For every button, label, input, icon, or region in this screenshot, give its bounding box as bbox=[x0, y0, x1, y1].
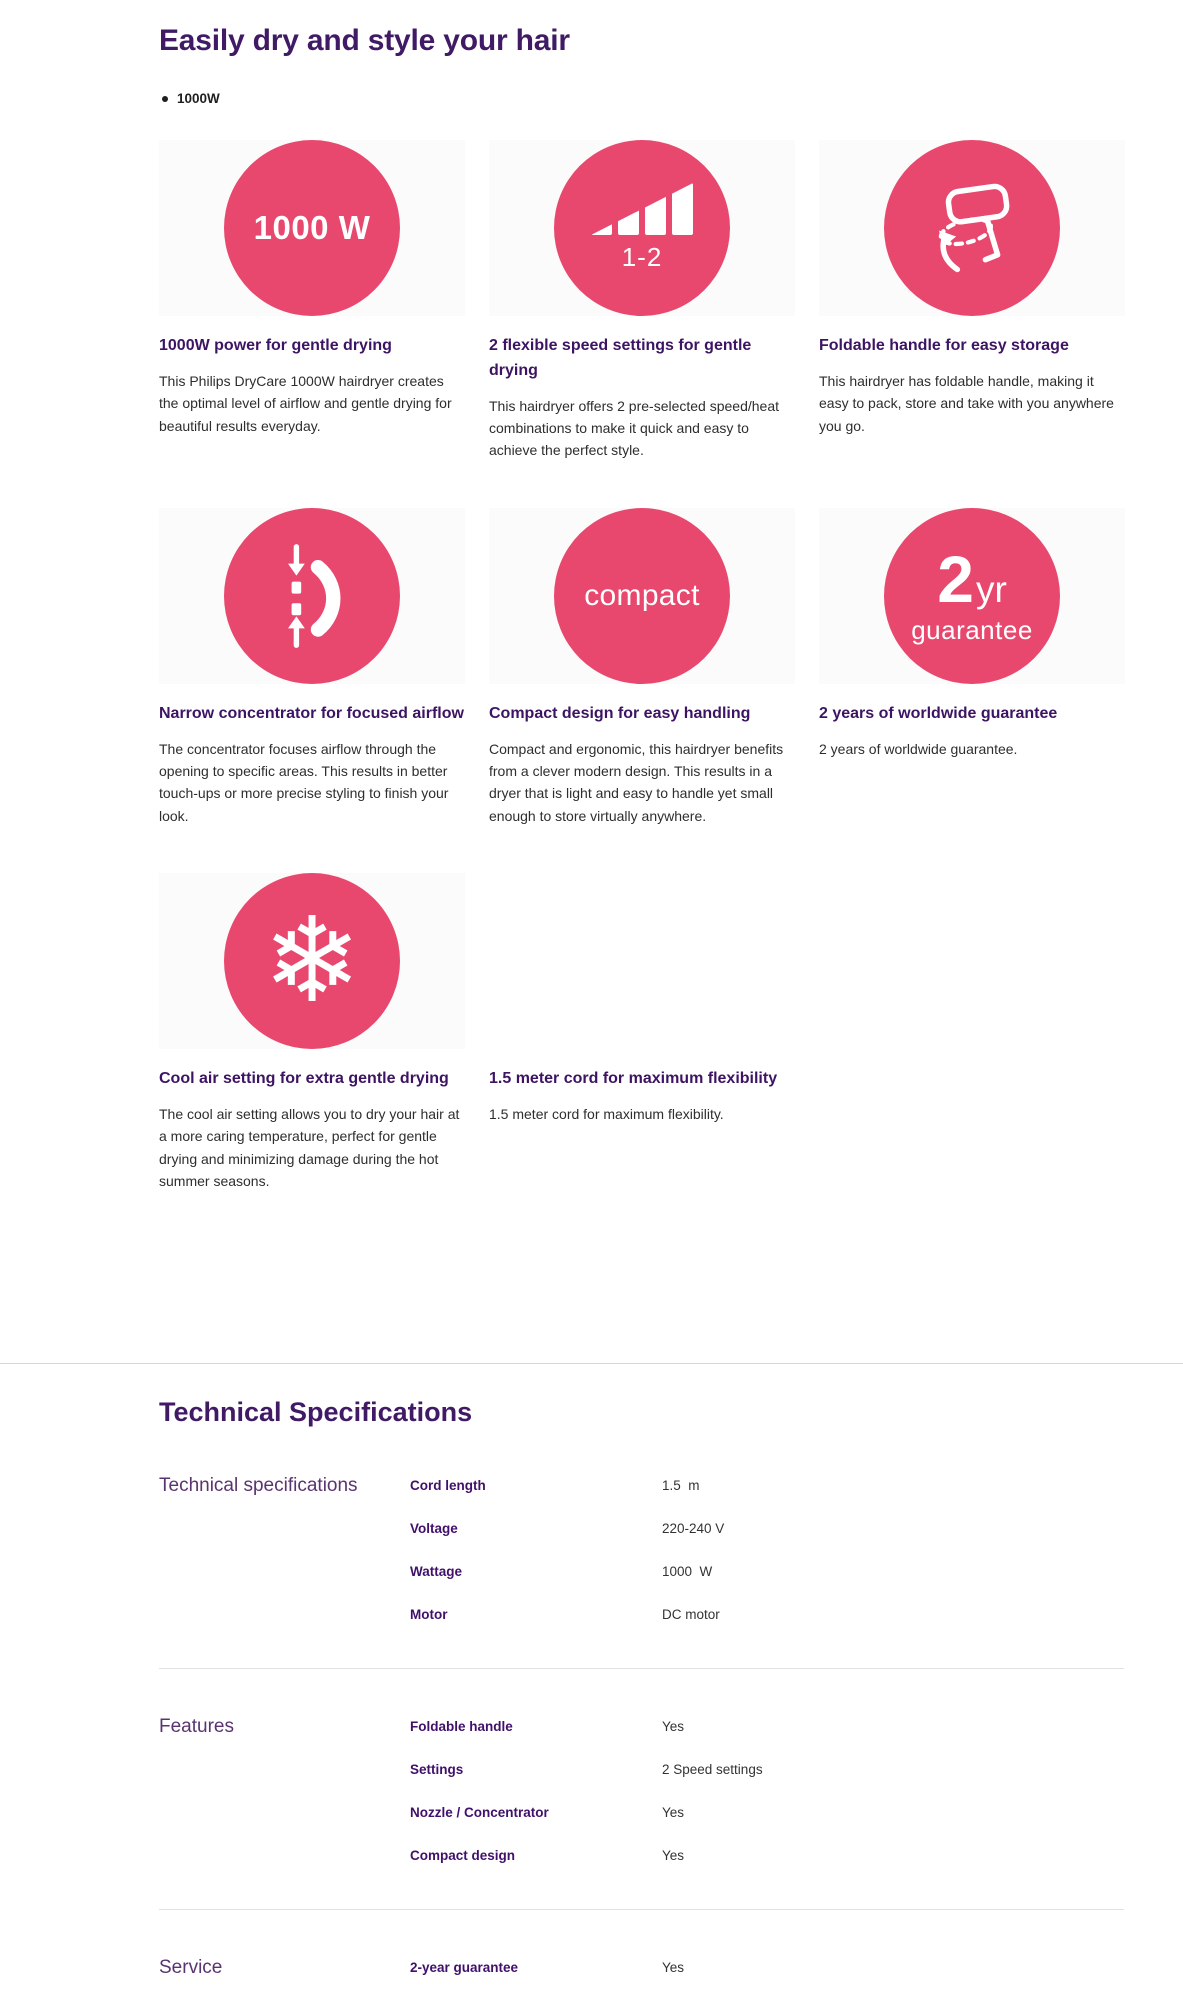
compact-badge-text: compact bbox=[584, 578, 700, 612]
feature-tile-foldable-handle bbox=[819, 140, 1125, 462]
guarantee-badge-icon bbox=[884, 508, 1060, 684]
spec-label: Cord length bbox=[410, 1478, 486, 1493]
feature-image bbox=[489, 140, 795, 316]
spec-group-label: Technical specifications bbox=[159, 1475, 358, 1496]
foldable-hairdryer-icon bbox=[884, 140, 1060, 316]
hairdryer-fold-icon bbox=[911, 167, 1033, 289]
spec-group-features bbox=[159, 1668, 1124, 1909]
feature-tile-speed-settings bbox=[489, 140, 795, 462]
feature-title: 1000W power for gentle drying bbox=[159, 337, 392, 354]
spec-value: 1.5 m bbox=[662, 1478, 700, 1493]
spec-value: 2 Speed settings bbox=[662, 1762, 763, 1777]
snowflake-badge bbox=[224, 873, 400, 1049]
spec-group-label: Service bbox=[159, 1957, 223, 1978]
feature-description: This hairdryer has foldable handle, making it easy to pack, store and take with you anywhere you go. bbox=[819, 372, 1114, 434]
feature-tile-concentrator bbox=[159, 508, 465, 827]
feature-description: 1.5 meter cord for maximum flexibility. bbox=[489, 1105, 724, 1122]
spec-value: Yes bbox=[662, 1719, 685, 1734]
feature-image bbox=[159, 508, 465, 684]
spec-value: Yes bbox=[662, 1960, 685, 1975]
feature-description: 2 years of worldwide guarantee. bbox=[819, 740, 1018, 757]
guarantee-years-unit: yr bbox=[975, 568, 1007, 610]
spec-group-service bbox=[159, 1909, 1124, 2009]
feature-tile-cord bbox=[489, 873, 795, 1192]
spec-value: DC motor bbox=[662, 1607, 720, 1622]
feature-image-empty bbox=[489, 873, 795, 1049]
speed-bars-icon bbox=[554, 140, 730, 316]
spec-value: 1000 W bbox=[662, 1564, 713, 1579]
concentrator-airflow-icon bbox=[252, 536, 372, 656]
spec-label: Compact design bbox=[410, 1848, 516, 1863]
feature-image bbox=[489, 508, 795, 684]
narrow-concentrator-icon bbox=[224, 508, 400, 684]
spec-rows bbox=[410, 1716, 1124, 1867]
feature-image bbox=[159, 140, 465, 316]
feature-title: 1.5 meter cord for maximum flexibility bbox=[489, 1070, 778, 1088]
feature-description: The cool air setting allows you to dry your hair at a more caring temperature, perfect for gentle drying and minimizing damage during the hot summer seasons. bbox=[159, 1105, 460, 1190]
feature-image bbox=[159, 873, 465, 1049]
bullet-label: 1000W bbox=[177, 91, 220, 106]
feature-title: Narrow concentrator for focused airflow bbox=[159, 704, 464, 722]
feature-image bbox=[819, 508, 1125, 684]
spec-label: Wattage bbox=[410, 1564, 463, 1579]
compact-badge-icon bbox=[554, 508, 730, 684]
spec-rows bbox=[410, 1957, 1124, 1979]
feature-title: 2 flexible speed settings for gentle drying bbox=[489, 337, 752, 379]
tech-specs-title: Technical Specifications bbox=[159, 1397, 473, 1427]
feature-description: This hairdryer offers 2 pre-selected speed/heat combinations to make it quick and easy to achieve the perfect style. bbox=[489, 397, 780, 459]
spec-label: Foldable handle bbox=[410, 1719, 513, 1734]
snowflake-icon: ❄ bbox=[262, 895, 362, 1028]
spec-label: 2-year guarantee bbox=[410, 1960, 519, 1975]
feature-tile-compact bbox=[489, 508, 795, 827]
feature-tile-guarantee bbox=[819, 508, 1125, 827]
guarantee-years-number: 2 bbox=[937, 541, 974, 616]
spec-groups bbox=[159, 1428, 1124, 2009]
feature-description: Compact and ergonomic, this hairdryer benefits from a clever modern design. This results in a dryer that is light and easy to handle yet small enough to store virtually anywhere. bbox=[489, 740, 784, 824]
spec-value: 220-240 V bbox=[662, 1521, 725, 1536]
spec-group-technical bbox=[159, 1428, 1124, 1668]
feature-description: The concentrator focuses airflow through the opening to specific areas. This results in better touch-ups or more precise styling to finish your look. bbox=[159, 740, 449, 824]
spec-value: Yes bbox=[662, 1805, 685, 1820]
power-badge-icon bbox=[224, 140, 400, 316]
section-title: Easily dry and style your hair bbox=[159, 24, 570, 57]
guarantee-word: guarantee bbox=[911, 614, 1033, 645]
feature-description: This Philips DryCare 1000W hairdryer creates the optimal level of airflow and gentle drying for beautiful results everyday. bbox=[159, 372, 452, 434]
spec-label: Settings bbox=[410, 1762, 464, 1777]
highlight-bullet bbox=[162, 91, 220, 106]
speed-range-label: 1-2 bbox=[621, 242, 663, 272]
technical-specifications-section bbox=[0, 1363, 1183, 2009]
spec-value: Yes bbox=[662, 1848, 685, 1863]
power-badge-text: 1000 W bbox=[253, 209, 371, 246]
spec-group-label: Features bbox=[159, 1716, 234, 1737]
bullet-dot-icon bbox=[162, 96, 168, 102]
feature-title: 2 years of worldwide guarantee bbox=[819, 704, 1058, 722]
feature-title: Cool air setting for extra gentle drying bbox=[159, 1070, 449, 1088]
feature-tile-power bbox=[159, 140, 465, 462]
spec-rows bbox=[410, 1475, 1124, 1626]
feature-grid bbox=[159, 140, 1125, 1192]
signal-bars-icon bbox=[591, 183, 693, 235]
spec-label: Voltage bbox=[410, 1521, 458, 1536]
feature-title: Compact design for easy handling bbox=[489, 704, 751, 722]
spec-label: Nozzle / Concentrator bbox=[410, 1805, 549, 1820]
feature-image bbox=[819, 140, 1125, 316]
guarantee-years-row bbox=[937, 541, 1007, 616]
section-divider bbox=[0, 1363, 1183, 1364]
feature-title: Foldable handle for easy storage bbox=[819, 337, 1069, 354]
feature-tile-cool-air bbox=[159, 873, 465, 1192]
spec-label: Motor bbox=[410, 1607, 448, 1622]
